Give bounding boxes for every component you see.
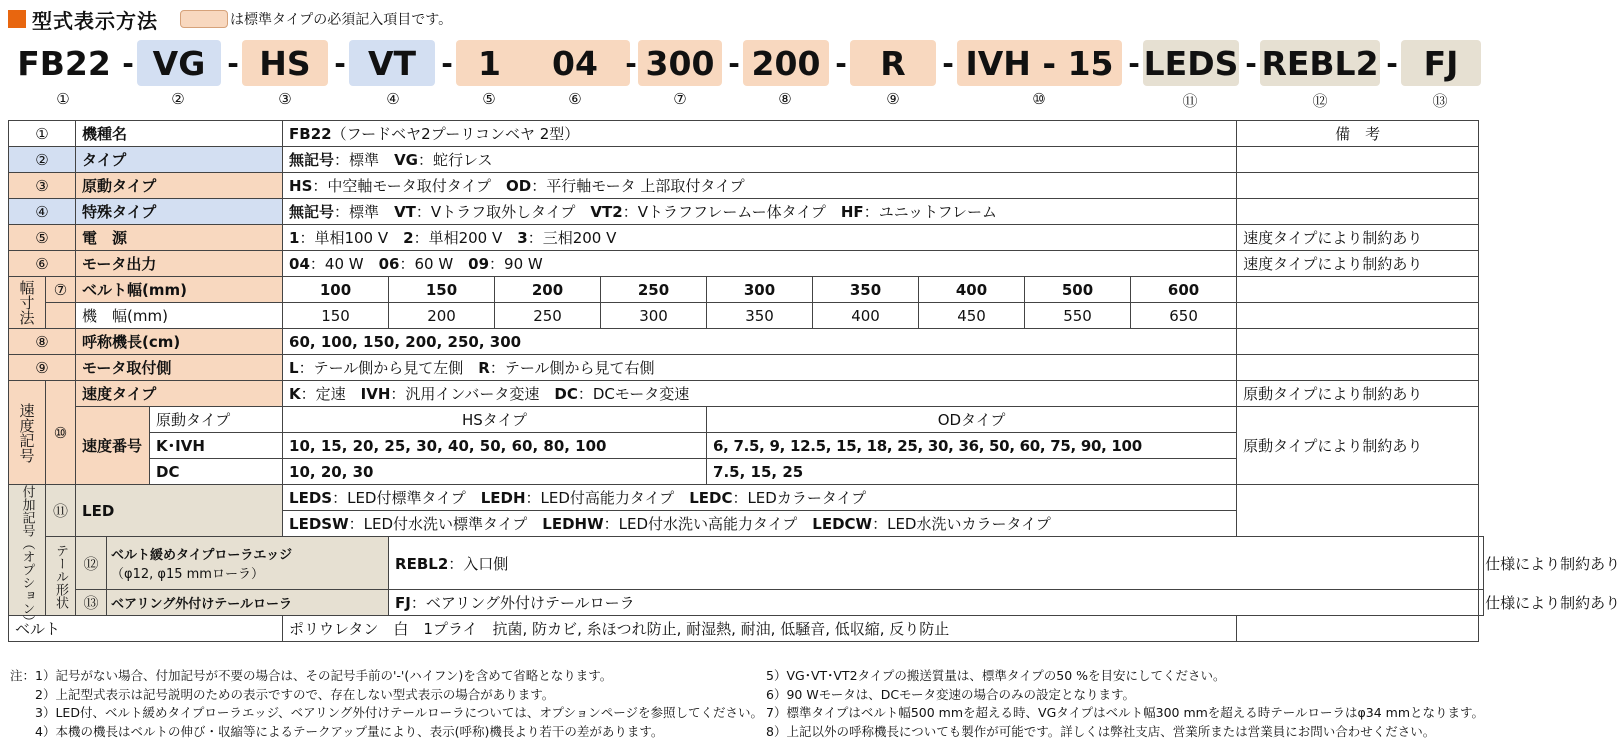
code-segment: FB22: [17, 43, 111, 83]
note-line: 注：1）記号がない場合、付加記号が不要の場合は、その記号手前の'-'(ハイフン)を含めて省略となります。: [10, 668, 613, 683]
machine-width-cell: 250: [495, 303, 601, 329]
code-separator: -: [942, 46, 954, 80]
belt-width-cell: 500: [1025, 277, 1131, 303]
row-label: LED: [76, 485, 283, 537]
code-separator: -: [227, 46, 239, 80]
code-separator: -: [1245, 46, 1257, 80]
row-value: 1：単相100 V 2：単相200 V 3：三相200 V: [283, 225, 1237, 251]
row-label: ベルト: [9, 616, 283, 642]
row-power-supply: [9, 225, 1484, 251]
row-belt-width: [9, 277, 1484, 303]
code-position-number: ⑧: [778, 90, 792, 108]
row-value: 無記号：標準 VT：Vトラフ取外しタイプ VT2：Vトラフフレームー体タイプ HF：ユニットフレーム: [283, 199, 1237, 225]
code-segment: R: [850, 40, 936, 86]
code-separator: -: [728, 46, 740, 80]
section-header: [8, 6, 452, 32]
code-position-number: ⑨: [886, 90, 900, 108]
row-remark: [1237, 485, 1479, 537]
roller-edge-label-cell: [76, 537, 389, 590]
row-number: ④: [9, 199, 76, 225]
code-position-number: ⑪: [1182, 92, 1198, 110]
row-label: 機種名: [76, 121, 283, 147]
row-remark: [1237, 277, 1479, 303]
machine-width-cell: 450: [919, 303, 1025, 329]
row-label: 速度タイプ: [76, 381, 283, 407]
row-remark: 原動タイプにより制約あり: [1237, 381, 1479, 407]
row-label: 電 源: [76, 225, 283, 251]
kivh-hs-values: 10, 15, 20, 25, 30, 40, 50, 60, 80, 100: [283, 433, 707, 459]
note-line: 8）上記以外の呼称機長についても製作が可能です。詳しくは弊社支店、営業所または営業員にお問い合わせください。: [766, 723, 1436, 739]
row-value: LEDSW：LED付水洗い標準タイプ LEDHW：LED付水洗い高能力タイプ LEDCW：LED水洗いカラータイプ: [283, 511, 1237, 537]
group-label-options: 付加記号（オプション）: [9, 485, 46, 616]
row-value: 60, 100, 150, 200, 250, 300: [283, 329, 1237, 355]
row-speed-type: [9, 381, 1484, 407]
row-remark: [1237, 303, 1479, 329]
code-segment: REBL2: [1260, 40, 1380, 86]
row-remark: [1237, 147, 1479, 173]
row-remark: [1237, 355, 1479, 381]
row-value: L：テール側から見て左側 R：テール側から見て右側: [283, 355, 1237, 381]
row-motor-output: [9, 251, 1484, 277]
row-remark: 速度タイプにより制約あり: [1237, 225, 1479, 251]
code-position-number: ⑩: [1032, 90, 1046, 108]
code-position-number: ⑦: [673, 90, 687, 108]
dc-label: DC: [150, 459, 283, 485]
machine-width-cell: 400: [813, 303, 919, 329]
code-position-number: ⑥: [568, 90, 582, 108]
row-number: ⑬: [83, 594, 99, 612]
row-number: ⑪: [46, 485, 76, 537]
kivh-label: K･IVH: [150, 433, 283, 459]
remarks-header: 備 考: [1237, 121, 1479, 147]
group-label-width-dimension: 幅寸法: [9, 277, 46, 329]
row-label: 機 幅(mm): [76, 303, 283, 329]
spec-table: [8, 120, 1620, 642]
code-position-number: ④: [386, 90, 400, 108]
row-machine-width: [9, 303, 1484, 329]
code-separator: -: [625, 46, 637, 80]
od-type-header: ODタイプ: [707, 407, 1237, 433]
code-position-number: ⑫: [1312, 92, 1328, 110]
dc-od-values: 7.5, 15, 25: [707, 459, 1237, 485]
required-legend: は標準タイプの必須記入項目です。: [230, 12, 453, 28]
subgroup-label-tail-shape: テール形状: [46, 537, 76, 616]
note-line: 7）標準タイプはベルト幅500 mmを超える時、VGタイプはベルト幅300 mmを超える時テールローラはφ34 mmとなります。: [766, 705, 1485, 720]
code-segment: FJ: [1401, 40, 1481, 86]
row-number: ⑫: [83, 554, 99, 573]
code-position-number: ③: [278, 90, 292, 108]
row-label: タイプ: [76, 147, 283, 173]
orange-square-icon: [8, 10, 26, 28]
code-segment: 1: [456, 40, 520, 86]
code-position-number: ①: [56, 90, 70, 108]
note-line: 3）LED付、ベルト緩めタイプローラエッジ、ベアリング外付けテールローラについては、オプションページを参照してください。: [10, 705, 763, 720]
belt-width-cell: 300: [707, 277, 813, 303]
row-label: ベルト緩めタイプローラエッジ: [111, 548, 293, 563]
drive-type-label: 原動タイプ: [150, 407, 283, 433]
row-type: [9, 147, 1484, 173]
row-remark: [1237, 199, 1479, 225]
row-roller-edge: [9, 537, 1484, 590]
row-motor-side: [9, 355, 1484, 381]
machine-width-cell: 650: [1131, 303, 1237, 329]
hs-type-header: HSタイプ: [283, 407, 707, 433]
dc-hs-values: 10, 20, 30: [283, 459, 707, 485]
row-label: ベルト幅(mm): [76, 277, 283, 303]
belt-width-cell: 400: [919, 277, 1025, 303]
row-model-name: [9, 121, 1484, 147]
code-separator: -: [1386, 46, 1398, 80]
code-separator: -: [334, 46, 346, 80]
row-value: 無記号：標準 VG：蛇行レス: [283, 147, 1237, 173]
row-value: K：定速 IVH：汎用インバータ変速 DC：DCモータ変速: [283, 381, 1237, 407]
row-number: ⑧: [9, 329, 76, 355]
row-number: ⑩: [46, 381, 76, 485]
row-remark: 仕様により制約あり: [1479, 537, 1484, 590]
code-segment: 300: [638, 40, 722, 86]
note-line: 5）VG･VT･VT2タイプの搬送質量は、標準タイプの50 %を目安にしてください。: [766, 668, 1226, 683]
blank-cell: [46, 303, 76, 329]
row-value: FB22（フードベヤ2プーリコンベヤ 2型）: [283, 121, 1237, 147]
row-number: ③: [9, 173, 76, 199]
row-label-sub: （φ12, φ15 mmローラ）: [111, 567, 264, 582]
code-segment: VG: [137, 40, 221, 86]
code-position-number: ⑤: [482, 90, 496, 108]
row-remark: 仕様により制約あり: [1479, 590, 1484, 616]
row-number: ①: [9, 121, 76, 147]
row-number: ⑤: [9, 225, 76, 251]
note-line: 6）90 Wモータは、DCモータ変速の場合のみの設定となります。: [766, 686, 1136, 702]
belt-width-cell: 100: [283, 277, 389, 303]
note-line: 4）本機の機長はベルトの伸び・収縮等によるテークアップ量により、表示(呼称)機長より若干の差があります。: [10, 723, 664, 739]
belt-width-cell: 600: [1131, 277, 1237, 303]
row-nominal-length: [9, 329, 1484, 355]
row-remark: [1237, 329, 1479, 355]
code-segment: VT: [349, 40, 435, 86]
row-special-type: [9, 199, 1484, 225]
code-segment: HS: [242, 40, 328, 86]
row-value: ポリウレタン 白 1プライ 抗菌, 防カビ, 糸ほつれ防止, 耐湿熱, 耐油, 低騒音, 低収縮, 反り防止: [283, 616, 1237, 642]
row-number: ②: [9, 147, 76, 173]
row-remark: [1237, 173, 1479, 199]
row-number: ⑨: [9, 355, 76, 381]
code-separator: -: [441, 46, 453, 80]
machine-width-cell: 200: [389, 303, 495, 329]
code-position-number: ⑬: [1432, 92, 1448, 110]
row-belt: [9, 616, 1484, 642]
row-remark: [1237, 616, 1479, 642]
code-position-numbers: [0, 90, 1500, 112]
code-segment: LEDS: [1143, 40, 1239, 86]
machine-width-cell: 150: [283, 303, 389, 329]
row-label: 原動タイプ: [76, 173, 283, 199]
row-label: 特殊タイプ: [76, 199, 283, 225]
page-title: 型式表示方法: [32, 8, 158, 33]
note-line: 2）上記型式表示は記号説明のための表示ですので、存在しない型式表示の場合があります。: [10, 686, 555, 702]
code-separator: -: [1128, 46, 1140, 80]
code-separator: -: [835, 46, 847, 80]
row-drive-type: [9, 173, 1484, 199]
code-segment: 04: [520, 40, 630, 86]
code-position-number: ②: [171, 90, 185, 108]
row-number: ⑦: [46, 277, 76, 303]
row-remark: 原動タイプにより制約あり: [1237, 407, 1479, 485]
machine-width-cell: 300: [601, 303, 707, 329]
code-separator: -: [122, 46, 134, 80]
row-value: FJ：ベアリング外付けテールローラ: [389, 590, 1479, 616]
code-segment: 200: [743, 40, 829, 86]
row-led: [9, 485, 1484, 511]
row-remark: 速度タイプにより制約あり: [1237, 251, 1479, 277]
row-tail-roller: [9, 590, 1484, 616]
row-label: モータ取付側: [76, 355, 283, 381]
row-value: LEDS：LED付標準タイプ LEDH：LED付高能力タイプ LEDC：LEDカラータイプ: [283, 485, 1237, 511]
group-label-speed-code: 速度記号: [9, 381, 46, 485]
speed-number-label: 速度番号: [76, 407, 150, 485]
kivh-od-values: 6, 7.5, 9, 12.5, 15, 18, 25, 30, 36, 50, 60, 75, 90, 100: [707, 433, 1237, 459]
code-segment: IVH - 15: [957, 40, 1122, 86]
machine-width-cell: 550: [1025, 303, 1131, 329]
machine-width-cell: 350: [707, 303, 813, 329]
row-label: モータ出力: [76, 251, 283, 277]
row-number: ⑥: [9, 251, 76, 277]
row-label: ベアリング外付けテールローラ: [106, 590, 388, 615]
row-value: 04：40 W 06：60 W 09：90 W: [283, 251, 1237, 277]
notes-right: [766, 667, 1484, 741]
row-speed-drive-type: [9, 407, 1484, 433]
belt-width-cell: 350: [813, 277, 919, 303]
row-value: REBL2：入口側: [389, 537, 1479, 590]
tail-roller-label-cell: [76, 590, 389, 616]
row-value: HS：中空軸モータ取付タイプ OD：平行軸モータ 上部取付タイプ: [283, 173, 1237, 199]
row-label: 呼称機長(cm): [76, 329, 283, 355]
belt-width-cell: 250: [601, 277, 707, 303]
notes-left: [10, 667, 763, 741]
required-color-swatch: [180, 10, 228, 28]
belt-width-cell: 150: [389, 277, 495, 303]
belt-width-cell: 200: [495, 277, 601, 303]
